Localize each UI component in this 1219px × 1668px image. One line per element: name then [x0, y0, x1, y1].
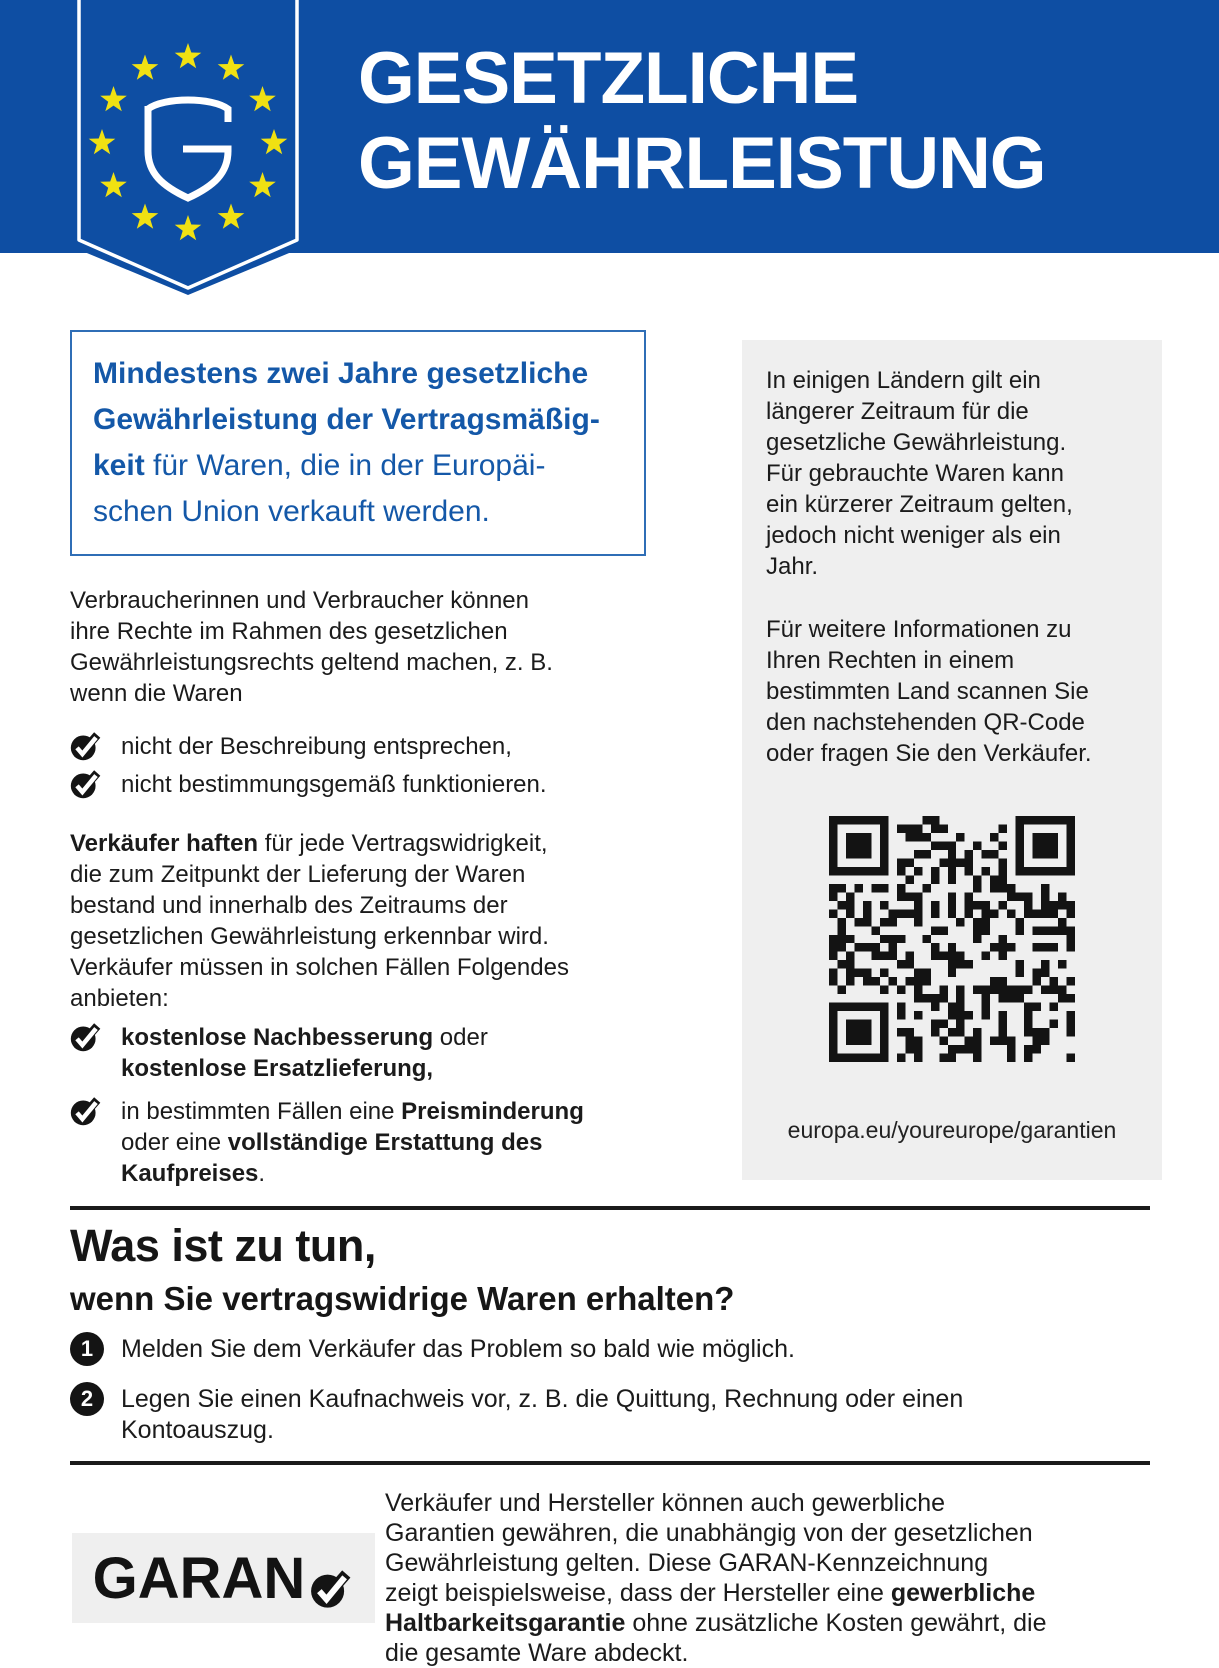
check-icon [70, 770, 103, 800]
step-number-badge: 1 [70, 1332, 104, 1366]
eu-badge-pennant [70, 0, 306, 295]
garan-logo-box [72, 1533, 375, 1623]
more-info-paragraph: Für weitere Informationen zu Ihren Rechten in einem bestimmten Land scannen Sie den nachstehenden QR-Code oder fragen Sie den Verkäufer. [766, 616, 1092, 767]
list-item-text: nicht bestimmungsgemäß funktionieren. [121, 771, 547, 798]
list-item [70, 1096, 655, 1189]
longer-period-paragraph: In einigen Ländern gilt ein längerer Zeitraum für die gesetzliche Gewährleistung. Für gebrauchte Waren kann ein kürzerer Zeitraum gelten, jedoch nicht weniger als ein Jahr. [766, 367, 1073, 580]
qr-code-wrap [766, 816, 1138, 1070]
list-item [70, 731, 655, 762]
step-number-badge: 2 [70, 1382, 104, 1416]
garan-check-icon [310, 1570, 354, 1610]
intro-box: Mindestens zwei Jahre gesetzliche Gewährleistung der Vertragsmäßig- keit für Waren, die in der Europäi- schen Union verkauft werden. [70, 330, 646, 556]
section-divider-bottom [70, 1461, 1150, 1465]
step-item [70, 1382, 1100, 1446]
page-title [358, 36, 1046, 206]
step-text: Melden Sie dem Verkäufer das Problem so bald wie möglich. [121, 1335, 795, 1363]
page-title-line1: GESETZLICHE [358, 38, 859, 119]
country-info-panel [742, 340, 1162, 1180]
list-item-text: kostenlose Nachbesserung oder kostenlose Ersatzlieferung, [121, 1024, 488, 1082]
garan-logo-text: GARAN [92, 1545, 306, 1611]
steps-list [70, 1332, 1100, 1462]
check-icon [70, 732, 103, 762]
consumer-rights-paragraph: Verbraucherinnen und Verbraucher können ihre Rechte im Rahmen des gesetzlichen Gewährleistungsrechts geltend machen, z. B. wenn die Waren [70, 587, 553, 707]
qr-code [829, 816, 1075, 1062]
commercial-guarantee-paragraph: Verkäufer und Hersteller können auch gewerbliche Garantien gewähren, die unabhängig von der gesetzlichen Gewährleistung gelten. Diese GARAN-Kennzeichnung zeigt beispielsweise, dass der Hersteller eine gewerbliche Haltbarkeitsgarantie ohne zusätzliche Kosten gewährt, die die gesamte Ware abdeckt. [385, 1489, 1047, 1667]
remedies-list [70, 1022, 655, 1196]
step-text: Legen Sie einen Kaufnachweis vor, z. B. die Quittung, Rechnung oder einen Kontoauszug. [121, 1385, 964, 1444]
section-divider-top [70, 1206, 1150, 1210]
what-to-do-subheading: wenn Sie vertragswidrige Waren erhalten? [70, 1280, 735, 1317]
check-icon [70, 1023, 103, 1053]
list-item-text: nicht der Beschreibung entsprechen, [121, 733, 512, 760]
list-item [70, 1022, 655, 1084]
list-item-text: in bestimmten Fällen eine Preisminderung oder eine vollständige Erstattung des Kaufpreises. [121, 1098, 584, 1187]
seller-liability-paragraph: Verkäufer haften für jede Vertragswidrigkeit, die zum Zeitpunkt der Lieferung der Waren bestand und innerhalb des Zeitraums der gesetzlichen Gewährleistung erkennbar wird. Verkäufer müssen in solchen Fällen Folgendes anbieten: [70, 830, 569, 1012]
step-item [70, 1332, 1100, 1366]
list-item [70, 769, 655, 800]
defect-examples-list [70, 731, 655, 807]
check-icon [70, 1097, 103, 1127]
page-title-line2: GEWÄHRLEISTUNG [358, 123, 1046, 204]
qr-caption-url: europa.eu/youreurope/garantien [787, 1117, 1117, 1143]
what-to-do-heading: Was ist zu tun, [70, 1220, 376, 1271]
